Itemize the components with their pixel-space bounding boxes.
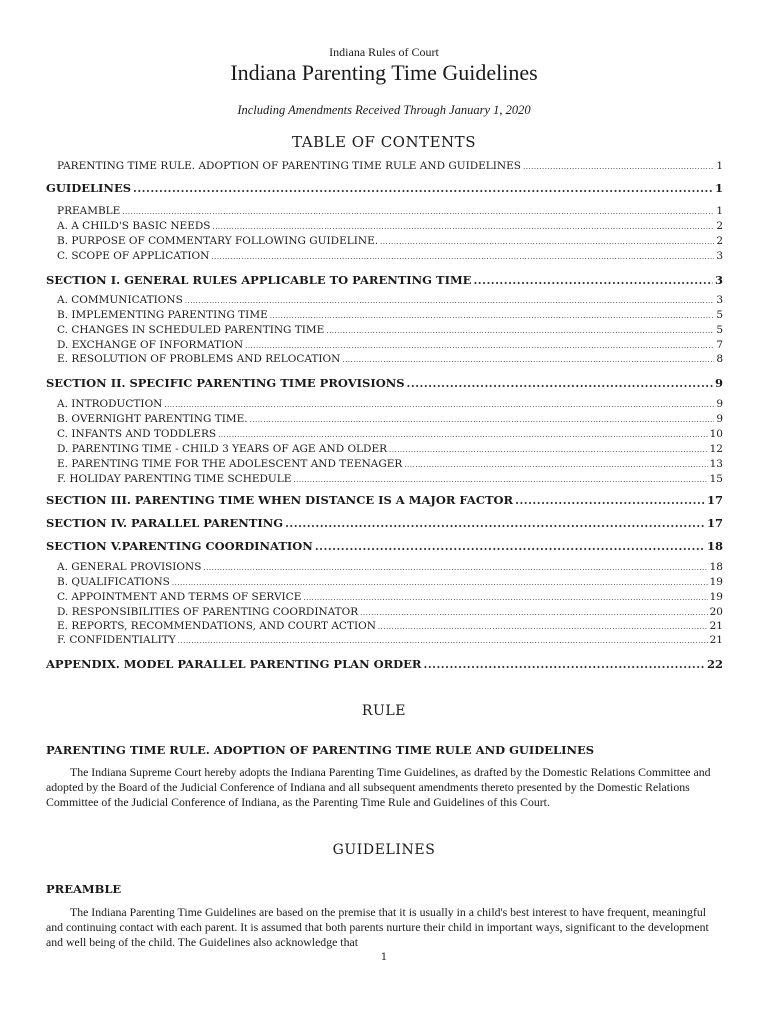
toc-entry-page: 9 [716,413,723,425]
toc-entry[interactable] [57,634,723,646]
toc-entry-label: SECTION II. SPECIFIC PARENTING TIME PROVISIONS [46,376,405,390]
toc-leader-dots [404,461,707,469]
toc-leader-dots [203,564,707,572]
toc-entry[interactable] [57,250,723,262]
toc-entry-page: 19 [709,576,723,588]
toc-leader-dots [293,476,707,484]
toc-leader-dots [378,623,708,631]
toc-entry[interactable] [57,576,723,588]
rule-heading: RULE [361,703,407,719]
rule-subheading: PARENTING TIME RULE. ADOPTION OF PARENTING TIME RULE AND GUIDELINES [46,743,595,757]
toc-entry-label: PREAMBLE [57,205,121,217]
toc-entry[interactable] [57,309,723,321]
toc-entry-label: PARENTING TIME RULE. ADOPTION OF PARENTING TIME RULE AND GUIDELINES [57,160,521,172]
toc-entry[interactable] [57,413,723,425]
toc-entry-page: 1 [714,181,723,195]
toc-leader-dots [407,377,713,390]
toc-leader-dots [122,208,714,216]
toc-entry-label: B. PURPOSE OF COMMENTARY FOLLOWING GUIDELINE. [57,235,379,247]
toc-leader-dots [133,182,713,195]
toc-entry-label: C. SCOPE OF APPLICATION [57,250,210,262]
toc-entry-page: 17 [706,493,723,507]
guidelines-heading: GUIDELINES [332,842,436,858]
toc-leader-dots [360,609,707,617]
toc-entry-label: A. A CHILD'S BASIC NEEDS [57,220,211,232]
toc-entry-label: F. CONFIDENTIALITY [57,634,176,646]
toc-entry-label: D. PARENTING TIME - CHILD 3 YEARS OF AGE AND OLDER [57,443,388,455]
toc-entry[interactable] [46,273,723,287]
toc-entry[interactable] [46,376,723,390]
toc-entry-label: A. COMMUNICATIONS [57,294,183,306]
toc-leader-dots [285,517,705,530]
toc-entry-page: 10 [709,428,723,440]
toc-entry-label: F. HOLIDAY PARENTING TIME SCHEDULE [57,473,292,485]
toc-leader-dots [270,312,715,320]
toc-entry[interactable] [57,443,723,455]
toc-leader-dots [342,356,714,364]
toc-entry-label: A. INTRODUCTION [57,398,163,410]
toc-entry[interactable] [57,235,723,247]
toc-entry[interactable] [57,428,723,440]
toc-entry-page: 17 [706,516,723,530]
toc-leader-dots [164,401,714,409]
toc-entry[interactable] [57,353,723,365]
toc-entry-page: 22 [706,657,723,671]
preamble-heading: PREAMBLE [46,882,122,896]
toc-entry[interactable] [57,473,723,485]
toc-entry[interactable] [57,620,723,632]
toc-entry-page: 21 [709,634,723,646]
toc-entry-page: 3 [716,250,723,262]
toc-entry-page: 8 [716,353,723,365]
toc-leader-dots [389,446,708,454]
toc-entry[interactable] [57,205,723,217]
toc-entry-page: 13 [709,458,723,470]
toc-entry[interactable] [57,398,723,410]
toc-entry[interactable] [57,458,723,470]
toc-entry-label: APPENDIX. MODEL PARALLEL PARENTING PLAN ORDER [46,657,422,671]
toc-entry-label: E. PARENTING TIME FOR THE ADOLESCENT AND TEENAGER [57,458,403,470]
toc-leader-dots [473,274,713,287]
toc-entry-page: 19 [709,591,723,603]
toc-leader-dots [245,342,714,350]
toc-entry-label: D. EXCHANGE OF INFORMATION [57,339,244,351]
toc-leader-dots [250,416,715,424]
toc-entry-page: 9 [714,376,723,390]
toc-entry-page: 1 [716,205,723,217]
toc-entry-page: 7 [716,339,723,351]
toc-entry-label: SECTION IV. PARALLEL PARENTING [46,516,284,530]
toc-entry[interactable] [57,591,723,603]
toc-entry-page: 1 [716,160,723,172]
toc-entry[interactable] [57,220,723,232]
toc-entry-page: 2 [716,235,723,247]
toc-entry[interactable] [57,606,723,618]
toc-entry-label: GUIDELINES [46,181,132,195]
toc-entry[interactable] [46,657,723,671]
court-name: Indiana Rules of Court [329,45,439,59]
toc-entry-label: B. QUALIFICATIONS [57,576,170,588]
toc-entry-page: 21 [709,620,723,632]
toc-leader-dots [515,494,705,507]
toc-entry-page: 18 [706,539,723,553]
toc-leader-dots [178,637,708,645]
toc-entry[interactable] [46,539,723,553]
toc-entry[interactable] [57,324,723,336]
toc-entry-page: 9 [716,398,723,410]
toc-entry-page: 3 [714,273,723,287]
toc-heading: TABLE OF CONTENTS [292,133,476,151]
toc-entry-page: 5 [716,309,723,321]
toc-entry-label: SECTION III. PARENTING TIME WHEN DISTANCE IS A MAJOR FACTOR [46,493,514,507]
toc-leader-dots [380,238,714,246]
document-title: Indiana Parenting Time Guidelines [230,60,538,85]
toc-leader-dots [218,431,708,439]
document-subtitle: Including Amendments Received Through January 1, 2020 [237,103,531,117]
toc-leader-dots [303,594,707,602]
toc-entry[interactable] [46,516,723,530]
toc-entry[interactable] [57,561,723,573]
toc-entry-label: B. IMPLEMENTING PARENTING TIME [57,309,268,321]
toc-leader-dots [211,253,714,261]
toc-leader-dots [212,223,714,231]
rule-paragraph: The Indiana Supreme Court hereby adopts the Indiana Parenting Time Guidelines, as drafted by the Domestic Relations Committee and adopted by the Board of the Judicial Conference of Indiana and all subsequent amendments thereto presented by the Domestic Relations Committee of the Judicial Conference of Indiana, as the Parenting Time Rule and Guidelines of this Court. [46,765,711,809]
toc-entry[interactable] [57,339,723,351]
toc-entry-label: SECTION V.PARENTING COORDINATION [46,539,313,553]
page-number: 1 [380,952,388,963]
toc-entry[interactable] [57,160,723,172]
toc-entry-page: 5 [716,324,723,336]
toc-entry-page: 2 [716,220,723,232]
toc-entry-label: C. APPOINTMENT AND TERMS OF SERVICE [57,591,302,603]
toc-entry[interactable] [46,181,723,195]
toc-leader-dots [172,579,708,587]
toc-entry-page: 3 [716,294,723,306]
toc-leader-dots [315,540,705,553]
toc-entry-label: C. INFANTS AND TODDLERS [57,428,217,440]
toc-entry[interactable] [57,294,723,306]
toc-entry-page: 15 [709,473,723,485]
toc-entry-label: E. RESOLUTION OF PROBLEMS AND RELOCATION [57,353,341,365]
preamble-paragraph: The Indiana Parenting Time Guidelines are based on the premise that it is usually in a child's best interest to have frequent, meaningful and continuing contact with each parent. It is assumed that both parents nurture their child in important ways, significant to the development and well being of the child. The Guidelines also acknowledge that [46,905,709,949]
toc-leader-dots [185,297,715,305]
toc-entry[interactable] [46,493,723,507]
toc-entry-label: E. REPORTS, RECOMMENDATIONS, AND COURT ACTION [57,620,376,632]
toc-entry-label: D. RESPONSIBILITIES OF PARENTING COORDINATOR [57,606,359,618]
toc-entry-label: B. OVERNIGHT PARENTING TIME. [57,413,248,425]
toc-entry-page: 12 [709,443,723,455]
toc-leader-dots [423,658,705,671]
toc-leader-dots [523,163,714,171]
toc-entry-page: 18 [709,561,723,573]
toc-entry-page: 20 [709,606,723,618]
toc-entry-label: SECTION I. GENERAL RULES APPLICABLE TO PARENTING TIME [46,273,472,287]
toc-entry-label: C. CHANGES IN SCHEDULED PARENTING TIME [57,324,325,336]
toc-leader-dots [326,327,714,335]
toc-entry-label: A. GENERAL PROVISIONS [57,561,202,573]
